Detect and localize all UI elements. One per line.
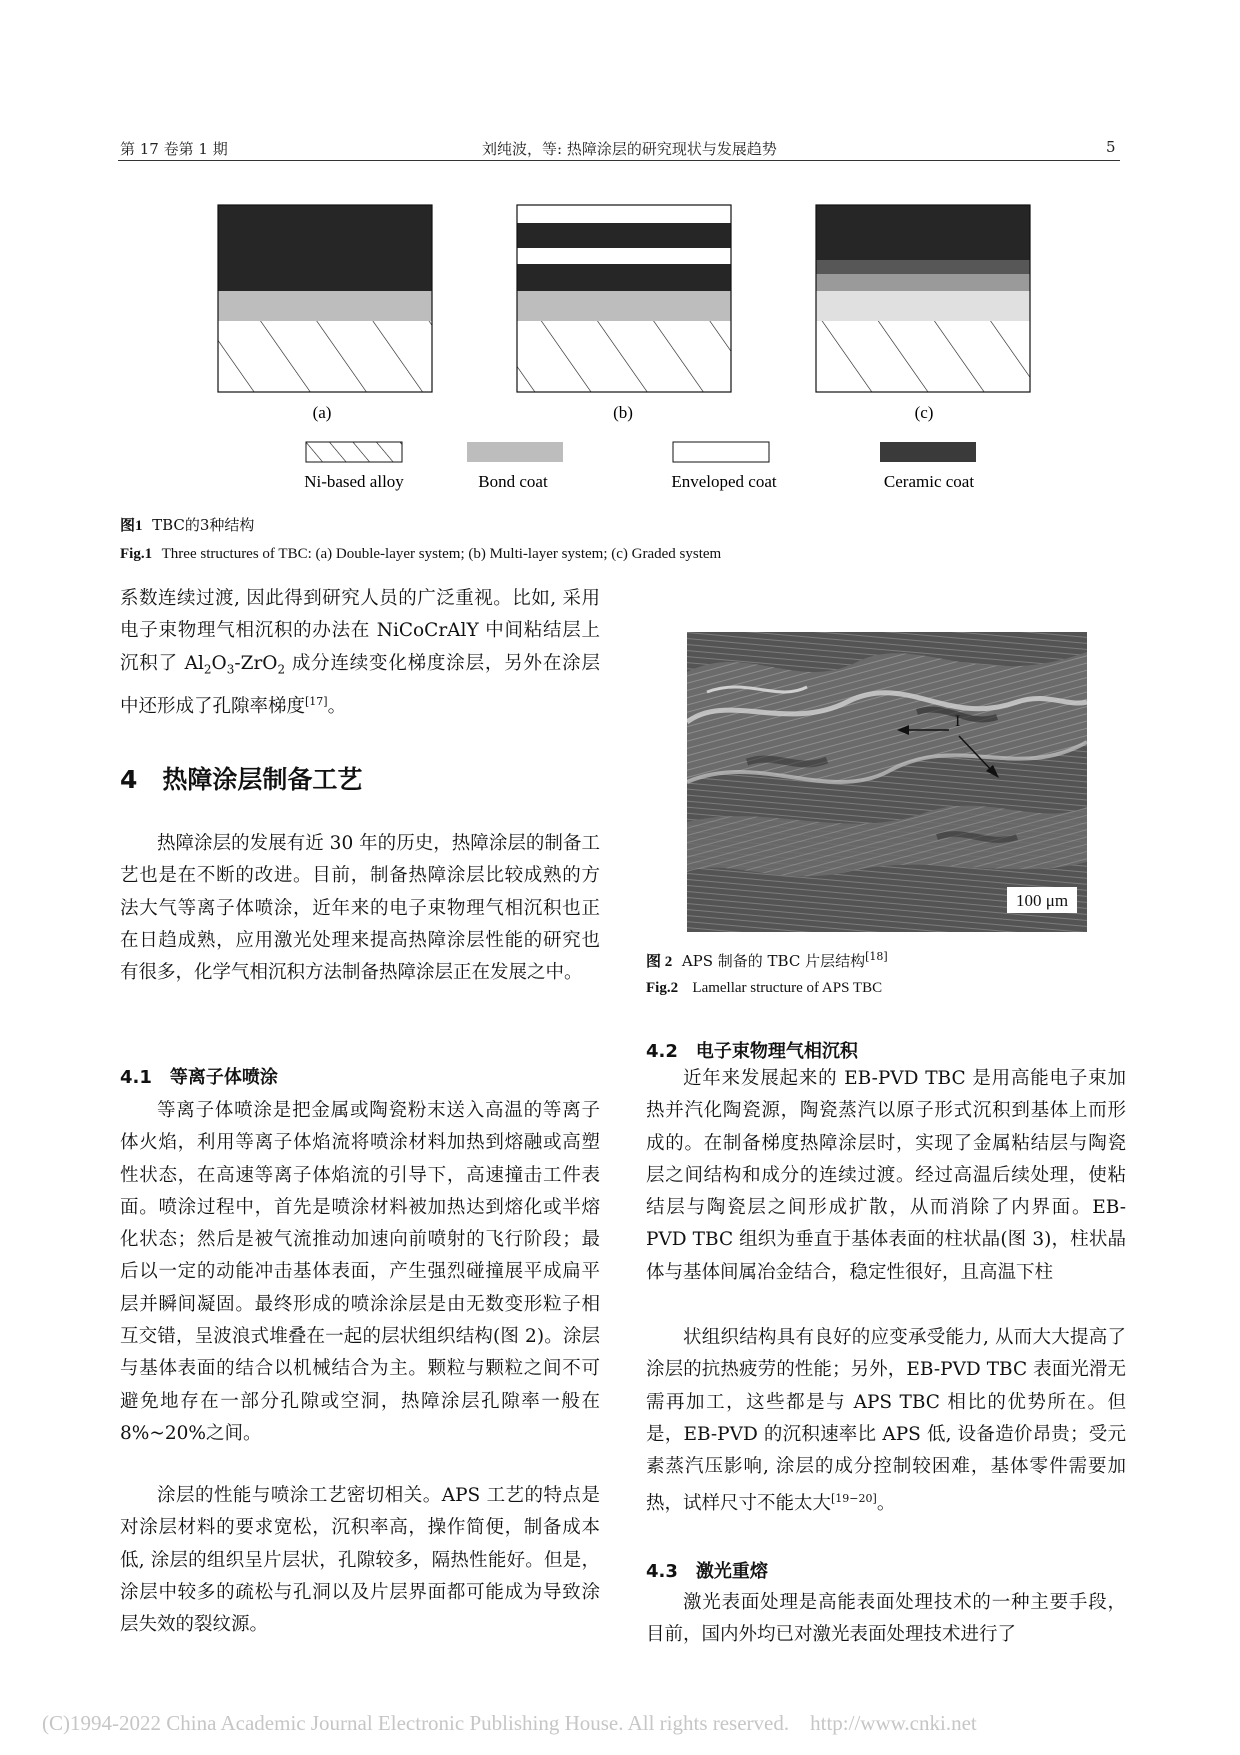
- micrograph-image: [687, 632, 1087, 932]
- p0-sub-1: 2: [203, 662, 212, 677]
- figure2-micrograph: [687, 632, 1087, 932]
- p0-text-d: 成分连续变化梯度涂层，另外在涂层中还形成了孔隙率梯度: [120, 652, 600, 717]
- subsection-4-1-heading: 4.1 等离子体喷涂: [120, 1067, 278, 1088]
- legend-label-ceramic: Ceramic coat: [883, 472, 975, 491]
- left-paragraph-1: [120, 828, 600, 989]
- panel-b-enveloped-1: [517, 205, 731, 223]
- right-paragraph-2: [646, 1322, 1126, 1521]
- panel-c: [816, 205, 1030, 392]
- legend-swatch-alloy: [306, 442, 402, 462]
- figure1-caption-en: [120, 544, 721, 563]
- p2-text: 等离子体喷涂是把金属或陶瓷粉末送入高温的等离子体火焰，利用等离子体焰流将喷涂材料加热到熔融或高塑性状态，在高速等离子体焰流的引导下，高速撞击工件表面。喷涂过程中，首先是喷涂材料被加热达到熔化或半熔化状态；然后是被气流推动加速向前喷射的飞行阶段；最后以一定的动能冲击基体表面，产生强烈碰撞展平成扁平层并瞬间凝固。最终形成的喷涂涂层是由无数变形粒子相互交错，呈波浪式堆叠在一起的层状组织结构(图 2)。涂层与基体表面的结合以机械结合为主。颗粒与颗粒之间不可避免地存在一部分孔隙或空洞，热障涂层孔隙率一般在 8%~20%之间。: [120, 1100, 600, 1444]
- figure1-caption-cn-label: 图1: [120, 518, 143, 534]
- section-4-heading: 4 热障涂层制备工艺: [120, 765, 363, 794]
- legend-swatch-ceramic: [880, 442, 976, 462]
- figure1-diagram: [0, 190, 1240, 500]
- header-page-number: 5: [1106, 138, 1116, 156]
- figure2-caption-cn: [646, 950, 888, 971]
- legend-label-alloy: Ni-based alloy: [304, 472, 404, 491]
- panel-b-enveloped-2: [517, 248, 731, 264]
- panel-a-label: (a): [312, 403, 332, 422]
- legend-swatch-bond: [467, 442, 563, 462]
- figure1-caption-cn-text: TBC的3种结构: [152, 516, 255, 534]
- left-paragraph-2: [120, 1095, 600, 1450]
- figure1-caption-en-label: Fig.1: [120, 546, 153, 562]
- panel-b-label: (b): [613, 403, 633, 422]
- scale-bar-label: 100 μm: [1015, 891, 1069, 910]
- r-p3-text: 激光表面处理是高能表面处理技术的一种主要手段，目前，国内外均已对激光表面处理技术进行了: [646, 1592, 1126, 1646]
- figure1-caption-cn: [120, 514, 254, 535]
- figure2-caption-cn-text: APS 制备的 TBC 片层结构: [681, 952, 866, 970]
- p0-text-e: 。: [327, 695, 347, 717]
- figure2-caption-ref: [18]: [865, 950, 888, 963]
- right-paragraph-3: [646, 1587, 1126, 1652]
- panel-a-bond: [218, 291, 432, 321]
- subsection-4-3-heading: 4.3 激光重熔: [646, 1561, 768, 1582]
- panel-c-label: (c): [914, 403, 934, 422]
- legend-swatch-enveloped: [673, 442, 769, 462]
- legend-label-enveloped: Enveloped coat: [671, 472, 777, 491]
- header-title: 刘纯波，等: 热障涂层的研究现状与发展趋势: [482, 140, 777, 158]
- p1-text: 热障涂层的发展有近 30 年的历史，热障涂层的制备工艺也是在不断的改进。目前，制备热障涂层比较成熟的方法大气等离子体喷涂，近年来的电子束物理气相沉积也正在日趋成熟，应用激光处理来提高热障涂层性能的研究也有很多，化学气相沉积方法制备热障涂层正在发展之中。: [120, 833, 600, 984]
- p0-ref: [17]: [305, 694, 328, 708]
- figure2-caption-cn-label: 图 2: [646, 954, 673, 970]
- figure2-caption-en-text: Lamellar structure of APS TBC: [692, 980, 883, 996]
- legend-label-bond: Bond coat: [478, 472, 548, 491]
- p0-sub-2: 3: [226, 662, 235, 677]
- r-p2-ref: [19−20]: [831, 1492, 877, 1506]
- panel-a: [218, 205, 432, 392]
- panel-b-bond: [517, 291, 731, 321]
- label-I: I: [955, 713, 961, 730]
- panel-c-grade-2: [816, 274, 1030, 291]
- panel-c-grade-3: [816, 291, 1030, 321]
- panel-b: [517, 205, 731, 392]
- p3-text: 涂层的性能与喷涂工艺密切相关。APS 工艺的特点是对涂层材料的要求宽松，沉积率高，操作简便，制备成本低, 涂层的组织呈片层状，孔隙较多，隔热性能好。但是，涂层中较多的疏松与孔洞以及片层界面都可能成为导致涂层失效的裂纹源。: [120, 1485, 600, 1636]
- panel-b-ceramic-2: [517, 264, 731, 291]
- panel-a-substrate: [218, 321, 432, 392]
- figure2-caption-en-label: Fig.2: [646, 980, 679, 996]
- p0-text-c: -ZrO: [234, 652, 278, 674]
- p0-sub-3: 2: [277, 662, 286, 677]
- figure1-caption-en-text: Three structures of TBC: (a) Double-layer system; (b) Multi-layer system; (c) Graded system: [161, 546, 722, 562]
- panel-c-substrate: [816, 321, 1030, 392]
- subsection-4-2-heading: 4.2 电子束物理气相沉积: [646, 1041, 858, 1062]
- r-p2-text-b: 。: [876, 1493, 896, 1515]
- p0-text-b: O: [211, 652, 227, 674]
- panel-b-ceramic-1: [517, 223, 731, 248]
- panel-a-ceramic: [218, 205, 432, 291]
- panel-b-substrate: [517, 321, 731, 392]
- left-paragraph-3: [120, 1480, 600, 1641]
- header-volume: 第 17 卷第 1 期: [120, 140, 228, 158]
- r-p1-text: 近年来发展起来的 EB-PVD TBC 是用高能电子束加热并汽化陶瓷源，陶瓷蒸汽以原子形式沉积到基体上而形成的。在制备梯度热障涂层时，实现了金属粘结层与陶瓷层之间结构和成分的连续过渡。经过高温后续处理，使粘结层与陶瓷层之间形成扩散，从而消除了内界面。EB-PVD TBC 组织为垂直于基体表面的柱状晶(图 3)，柱状晶体与基体间属冶金结合，稳定性很好，且高温下柱: [646, 1068, 1126, 1283]
- p0-text-a: 系数连续过渡, 因此得到研究人员的广泛重视。比如, 采用电子束物理气相沉积的办法在 NiCoCrAlY 中间粘结层上沉积了 Al: [120, 588, 600, 674]
- copyright-footer: (C)1994-2022 China Academic Journal Electronic Publishing House. All rights reserved. http://www.cnki.net: [42, 1711, 977, 1735]
- panel-c-grade-1: [816, 260, 1030, 274]
- panel-c-ceramic: [816, 205, 1030, 260]
- figure2-caption-en: [646, 978, 882, 997]
- r-p2-text-a: 状组织结构具有良好的应变承受能力, 从而大大提高了涂层的抗热疲劳的性能；另外，EB-PVD TBC 表面光滑无需再加工，这些都是与 APS TBC 相比的优势所在。但是，EB-PVD 的沉积速率比 APS 低, 设备造价昂贵；受元素蒸汽压影响, 涂层的成分控制较困难，基体零件需要加热，试样尺寸不能太大: [646, 1327, 1126, 1515]
- right-paragraph-1: [646, 1063, 1126, 1289]
- header-rule: [118, 160, 1120, 161]
- left-paragraph-0: [120, 583, 600, 723]
